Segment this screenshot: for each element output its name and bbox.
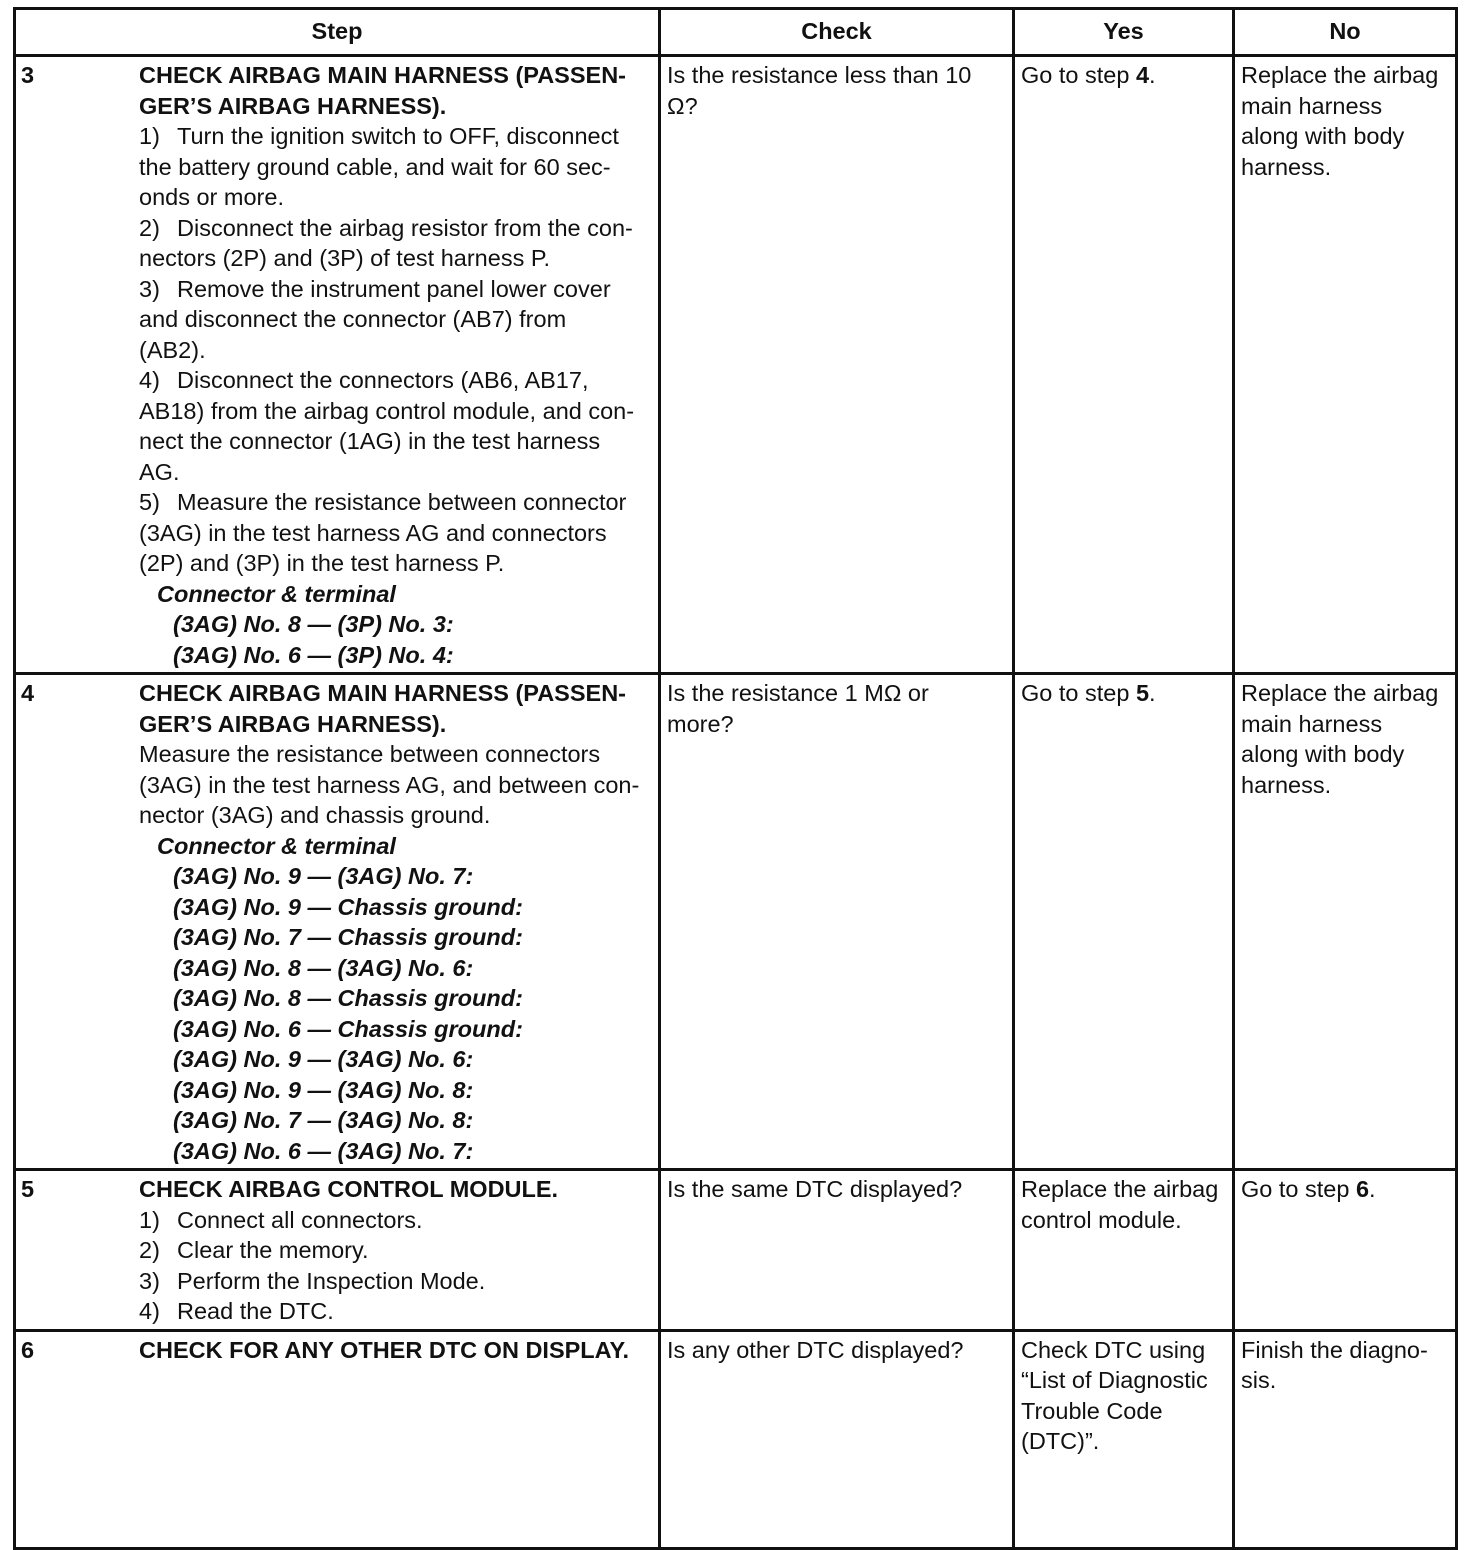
- step-number: 4: [21, 680, 35, 706]
- procedure-text: the battery ground cable, and wait for 60 sec-: [139, 153, 611, 180]
- yes-text: Go to step: [1021, 680, 1136, 706]
- procedure-text: (3AG) in the test harness AG and connectors: [139, 519, 607, 546]
- connector-terminal-item: (3AG) No. 6 — Chassis ground:: [173, 1015, 523, 1042]
- yes-cell: [1014, 1330, 1234, 1548]
- procedure-text: nector (3AG) and chassis ground.: [139, 802, 491, 828]
- no-text: harness.: [1241, 153, 1332, 180]
- connector-terminal-item: (3AG) No. 7 — Chassis ground:: [173, 924, 523, 950]
- check-text: Is the resistance less than 10: [667, 62, 972, 88]
- procedure-text: Disconnect the airbag resistor from the con-: [177, 214, 633, 241]
- connector-terminal-item: (3AG) No. 9 — (3AG) No. 7:: [173, 863, 474, 889]
- no-text: main harness: [1241, 92, 1383, 119]
- connector-terminal-item: (3AG) No. 6 — (3AG) No. 7:: [173, 1137, 474, 1164]
- header-row: [15, 9, 1457, 56]
- header-no: No: [1234, 9, 1457, 56]
- yes-text: Replace the airbag: [1021, 1176, 1219, 1202]
- procedure-text: AB18) from the airbag control module, and con-: [139, 397, 635, 424]
- no-text: harness.: [1241, 771, 1332, 798]
- step-row-5: [15, 1170, 1457, 1331]
- step-title: CHECK FOR ANY OTHER DTC ON DISPLAY.: [139, 1336, 630, 1363]
- step-title-line: CHECK AIRBAG MAIN HARNESS (PASSEN-: [139, 62, 626, 88]
- yes-text: Check DTC using: [1021, 1336, 1206, 1363]
- procedure-text: onds or more.: [139, 184, 284, 210]
- step-title-line: GER’S AIRBAG HARNESS).: [139, 92, 447, 119]
- procedure-text: Turn the ignition switch to OFF, disconnect: [177, 123, 619, 149]
- procedure-text: Measure the resistance between connectors: [139, 741, 601, 767]
- connector-terminal-item: (3AG) No. 8 — (3P) No. 3:: [173, 611, 454, 637]
- no-text: sis.: [1241, 1367, 1277, 1393]
- step-row-6: [15, 1330, 1457, 1548]
- step-cell: [15, 674, 660, 1170]
- procedure-text: Connect all connectors.: [177, 1206, 423, 1233]
- header-check: Check: [660, 9, 1014, 56]
- no-text: .: [1369, 1176, 1376, 1202]
- connector-terminal-item: (3AG) No. 9 — (3AG) No. 6:: [173, 1046, 474, 1072]
- procedure-text: Measure the resistance between connector: [177, 489, 627, 515]
- procedure-item: [139, 365, 654, 487]
- procedure-item: [139, 121, 654, 213]
- step-title: [139, 678, 654, 739]
- no-cell: [1234, 1330, 1457, 1548]
- procedure-text: Disconnect the connectors (AB6, AB17,: [177, 367, 589, 393]
- procedure-number: 3): [139, 275, 160, 302]
- no-text: Go to step: [1241, 1176, 1356, 1202]
- procedure-item: [139, 213, 654, 274]
- procedure-number: 1): [139, 1206, 160, 1233]
- procedure-number: 2): [139, 214, 160, 241]
- procedure-text: nect the connector (1AG) in the test harness: [139, 428, 601, 454]
- step-title: CHECK AIRBAG CONTROL MODULE.: [139, 1176, 559, 1202]
- connector-terminal-item: (3AG) No. 8 — Chassis ground:: [173, 985, 523, 1011]
- procedure-text: Perform the Inspection Mode.: [177, 1267, 486, 1294]
- no-text: main harness: [1241, 710, 1383, 737]
- check-cell: [660, 1330, 1014, 1548]
- step-title: [139, 60, 654, 121]
- no-text: along with body: [1241, 123, 1405, 149]
- yes-text: control module.: [1021, 1206, 1182, 1233]
- yes-cell: [1014, 674, 1234, 1170]
- header-step: Step: [15, 9, 660, 56]
- procedure-text: (2P) and (3P) in the test harness P.: [139, 550, 505, 576]
- step-row-3: [15, 56, 1457, 674]
- procedure-text: and disconnect the connector (AB7) from: [139, 306, 567, 332]
- yes-cell: [1014, 1170, 1234, 1331]
- connector-terminal-heading: Connector & terminal: [157, 580, 396, 607]
- yes-text: (DTC)”.: [1021, 1428, 1100, 1454]
- check-cell: [660, 56, 1014, 674]
- no-text: Replace the airbag: [1241, 680, 1439, 706]
- yes-text: .: [1149, 62, 1156, 88]
- diagnostic-table: [13, 7, 1458, 1550]
- step-cell: [15, 1330, 660, 1548]
- no-text: Replace the airbag: [1241, 62, 1439, 88]
- step-reference: 6: [1355, 1176, 1370, 1202]
- check-text: Is the same DTC displayed?: [667, 1176, 963, 1202]
- step-reference: 5: [1135, 680, 1150, 706]
- connector-terminal-item: (3AG) No. 6 — (3P) No. 4:: [173, 641, 454, 668]
- check-text: Is any other DTC displayed?: [667, 1336, 964, 1363]
- connector-terminal-item: (3AG) No. 9 — (3AG) No. 8:: [173, 1076, 474, 1103]
- procedure-number: 1): [139, 123, 160, 149]
- procedure-number: 4): [139, 1298, 160, 1324]
- check-text: Ω?: [667, 92, 698, 119]
- connector-terminal-item: (3AG) No. 8 — (3AG) No. 6:: [173, 954, 474, 981]
- no-cell: [1234, 56, 1457, 674]
- no-text: along with body: [1241, 741, 1405, 767]
- procedure-number: 3): [139, 1267, 160, 1294]
- procedure-text: nectors (2P) and (3P) of test harness P.: [139, 245, 551, 271]
- connector-terminal-item: (3AG) No. 7 — (3AG) No. 8:: [173, 1107, 474, 1133]
- procedure-text: (3AG) in the test harness AG, and between con-: [139, 771, 640, 798]
- step-number: 6: [21, 1336, 35, 1363]
- check-text: more?: [667, 710, 734, 737]
- procedure-text: Read the DTC.: [177, 1298, 334, 1324]
- procedure-text: Clear the memory.: [177, 1237, 369, 1263]
- procedure-text: AG.: [139, 458, 180, 485]
- yes-text: .: [1149, 680, 1156, 706]
- no-text: Finish the diagno-: [1241, 1336, 1428, 1363]
- check-text: Is the resistance 1 MΩ or: [667, 680, 929, 706]
- procedure-text: (AB2).: [139, 336, 206, 363]
- procedure-text: Remove the instrument panel lower cover: [177, 275, 611, 302]
- procedure-item: [139, 274, 654, 366]
- step-title-line: CHECK AIRBAG MAIN HARNESS (PASSEN-: [139, 680, 626, 706]
- check-cell: [660, 1170, 1014, 1331]
- step-number: 5: [21, 1176, 35, 1202]
- procedure-number: 5): [139, 489, 160, 515]
- no-cell: [1234, 1170, 1457, 1331]
- connector-terminal-item: (3AG) No. 9 — Chassis ground:: [173, 893, 523, 920]
- step-title-line: GER’S AIRBAG HARNESS).: [139, 710, 447, 737]
- yes-cell: [1014, 56, 1234, 674]
- step-cell: [15, 56, 660, 674]
- no-cell: [1234, 674, 1457, 1170]
- header-yes: Yes: [1014, 9, 1234, 56]
- connector-terminal-heading: Connector & terminal: [157, 832, 396, 859]
- procedure-number: 4): [139, 367, 160, 393]
- step-cell: [15, 1170, 660, 1331]
- step-row-4: [15, 674, 1457, 1170]
- step-reference: 4: [1135, 62, 1150, 88]
- yes-text: Go to step: [1021, 62, 1136, 88]
- yes-text: “List of Diagnostic: [1021, 1367, 1208, 1393]
- step-number: 3: [21, 62, 35, 88]
- procedure-item: [139, 487, 654, 579]
- yes-text: Trouble Code: [1021, 1397, 1163, 1424]
- check-cell: [660, 674, 1014, 1170]
- procedure-number: 2): [139, 1237, 160, 1263]
